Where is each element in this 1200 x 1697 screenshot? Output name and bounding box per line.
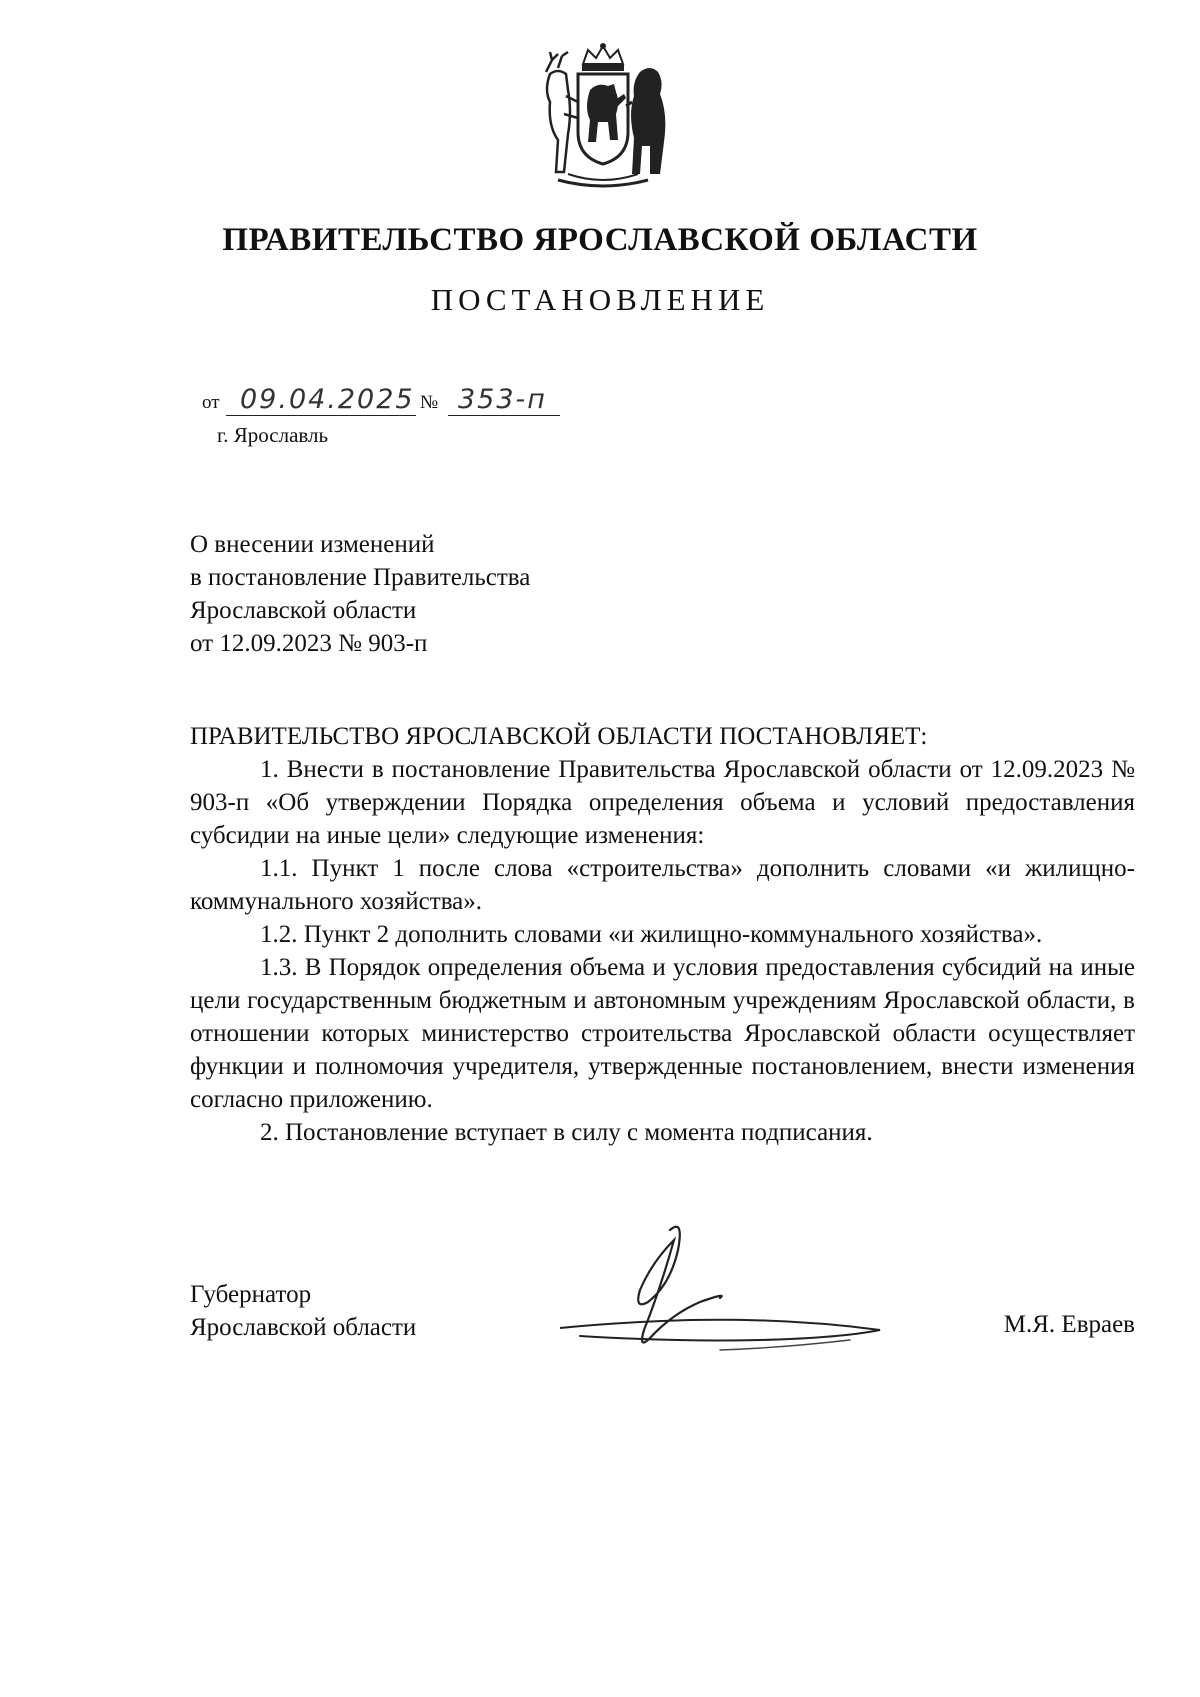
signatory-name: М.Я. Евраев	[1003, 1311, 1135, 1338]
date-underline	[226, 415, 416, 416]
position-line: Губернатор	[190, 1281, 312, 1308]
government-title: ПРАВИТЕЛЬСТВО ЯРОСЛАВСКОЙ ОБЛАСТИ	[222, 222, 978, 258]
paragraph-1-2: 1.2. Пункт 2 дополнить словами «и жилищно-коммунального хозяйства».	[260, 921, 1043, 948]
paragraph-2: 2. Постановление вступает в силу с момента подписания.	[260, 1119, 873, 1146]
number-underline	[448, 415, 560, 416]
paragraph-1-3: 1.3. В Порядок определения объема и условия предоставления субсидий на иные цели государственным бюджетным и автономным учреждениям Ярославской области, в отношении которых министерство строительства Ярославской области осуществляет функции и полномочия учредителя, утвержденные постановлением, внести изменения согласно приложению.	[190, 954, 1135, 1113]
registration-line	[202, 382, 602, 416]
registration-date: 09.04.2025	[240, 384, 415, 415]
subject-line: Ярославской области	[190, 597, 417, 624]
preamble: ПРАВИТЕЛЬСТВО ЯРОСЛАВСКОЙ ОБЛАСТИ ПОСТАНОВЛЯЕТ:	[190, 723, 928, 750]
signatory-position	[190, 1278, 416, 1344]
city: г. Ярославль	[217, 423, 329, 447]
paragraph-1: 1. Внести в постановление Правительства Ярославской области от 12.09.2023 № 903-п «Об утверждении Порядка определения объема и условий предоставления субсидии на иные цели» следующие изменения:	[190, 756, 1135, 849]
number-label: №	[420, 392, 439, 413]
document-type: ПОСТАНОВЛЕНИЕ	[430, 282, 770, 317]
subject-line: в постановление Правительства	[190, 564, 531, 591]
subject-line: О внесении изменений	[190, 531, 435, 558]
handwritten-signature-icon	[560, 1210, 940, 1380]
date-label: от	[202, 392, 220, 413]
position-line: Ярославской области	[190, 1314, 417, 1341]
yaroslavl-oblast-coat-of-arms-icon	[528, 42, 678, 192]
document-body	[190, 720, 1135, 1149]
subject-line: от 12.09.2023 № 903-п	[190, 630, 428, 657]
document-subject	[190, 528, 530, 660]
registration-number: 353-п	[458, 384, 547, 415]
paragraph-1-1: 1.1. Пункт 1 после слова «строительства» дополнить словами «и жилищно-коммунального хозяйства».	[190, 855, 1135, 915]
